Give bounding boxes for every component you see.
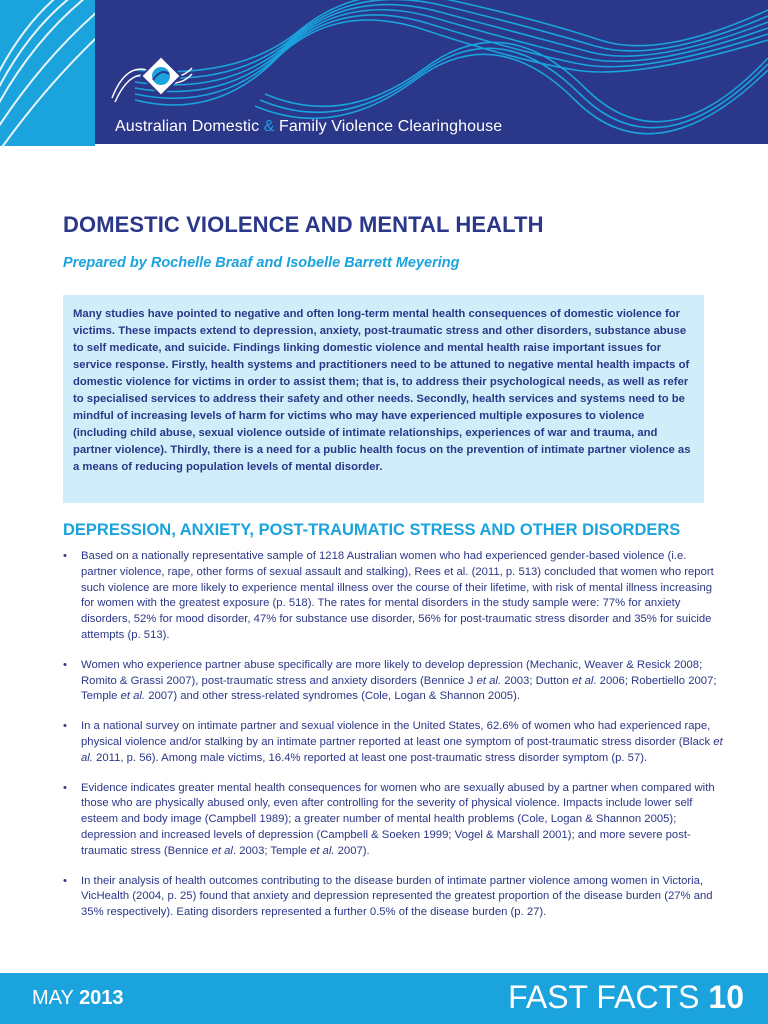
bullet-text: Evidence indicates greater mental health consequences for women who are sexually abused by a partner when compared with those who are physically abused only, even after controlling for the severity of physical violence. Impacts include lower self esteem and body image (Campbell 1989); a greater number of mental health problems (Cole, Logan & Shannon 2005); depression and increased levels of depression (Campbell & Soeken 1999; Vogel & Marshall 2001); and more severe post-traumatic stress (Bennice <box>81 781 715 857</box>
bullet-item <box>63 549 723 644</box>
bullet-list <box>63 549 723 935</box>
bullet-text: In a national survey on intimate partner and sexual violence in the United States, 62.6% of women who had experienced rape, physical violence and/or stalking by an intimate partner reported at least one symptom of post-traumatic stress disorder (Black <box>81 720 714 748</box>
bullet-text: Based on a nationally representative sample of 1218 Australian women who had experienced gender-based violence (i.e. partner violence, rape, other forms of sexual assault and stalking), Rees et al. (2011, p. 513) concluded that women who report such violence are more likely to experience mental illness over the course of their lifetime, with risk of mental illness increasing for women with the greatest exposure (p. 518). The rates for mental disorders in the study sample were: 77% for anxiety disorders, 52% for mood disorder, 47% for substance use disorder, 56% for post-traumatic stress disorder and 35% for suicide attempts (p. 513). <box>81 550 714 641</box>
org-name-suffix: Family Violence Clearinghouse <box>274 118 503 135</box>
italic-citation: et al. <box>81 735 723 764</box>
bullet-marker: • <box>63 720 67 733</box>
italic-citation: et al. <box>310 844 335 857</box>
org-name-ampersand: & <box>263 118 275 135</box>
summary-box <box>63 295 704 503</box>
bullet-marker: • <box>63 874 67 887</box>
bullet-marker: • <box>63 658 67 671</box>
bullet-marker: • <box>63 550 67 562</box>
bullet-text: In their analysis of health outcomes contributing to the disease burden of intimate partner violence among women in Victoria, VicHealth (2004, p. 25) found that anxiety and depression represented the greatest proportion of the disease burden (27% and 35% respectively). Eating disorders represented a further 0.5% of the disease burden (p. 27). <box>81 874 713 919</box>
footer-bar <box>0 973 768 1024</box>
header-banner <box>0 0 768 146</box>
bullet-item <box>63 874 723 921</box>
footer-year: 2013 <box>79 987 124 1009</box>
italic-citation: et al <box>211 844 233 857</box>
footer-month: MAY <box>32 987 80 1009</box>
footer-date <box>32 987 124 1010</box>
bullet-marker: • <box>63 781 67 794</box>
italic-citation: et al. <box>120 690 146 703</box>
authors-line: Prepared by Rochelle Braaf and Isobelle Barrett Meyering <box>63 255 460 271</box>
footer-series-number: 10 <box>708 979 744 1015</box>
bullet-text: . 2003; Temple <box>232 844 310 857</box>
header-left-panel <box>0 0 95 146</box>
bullet-text: 2007). <box>334 844 370 857</box>
page-title: DOMESTIC VIOLENCE AND MENTAL HEALTH <box>63 212 544 237</box>
bullet-item <box>63 781 723 860</box>
clearinghouse-logo-icon <box>107 50 197 110</box>
bullet-text: 2003; Dutton <box>501 674 573 687</box>
bullet-item <box>63 658 723 705</box>
bullet-text: Women who experience partner abuse specifically are more likely to develop depression (Mechanic, Weaver & Resick 2008; Romito & Grassi 2007), post-traumatic stress and anxiety disorders (Bennice J <box>81 658 703 687</box>
bullet-text: 2011, p. 56). Among male victims, 16.4% reported at least one post-traumatic stress disorder symptom (p. 57). <box>92 751 648 764</box>
footer-series-name: FAST FACTS <box>508 979 709 1015</box>
bullet-text: . 2006; Robertiello 2007; Temple <box>81 674 717 703</box>
org-name <box>115 118 502 136</box>
italic-citation: et al. <box>476 674 502 687</box>
italic-citation: et al <box>572 674 594 687</box>
section-heading: DEPRESSION, ANXIETY, POST-TRAUMATIC STRESS AND OTHER DISORDERS <box>63 521 681 539</box>
org-name-prefix: Australian Domestic <box>115 118 264 135</box>
summary-text: Many studies have pointed to negative and often long-term mental health consequences of domestic violence for victims. These impacts extend to depression, anxiety, post-traumatic stress and other disorders, substance abuse to self medicate, and suicide. Findings linking domestic violence and mental health raise important issues for service response. Firstly, health systems and practitioners need to be attuned to negative mental health impacts of domestic violence for victims in order to assist them; that is, to address their psychological needs, as well as refer to specialised services to address their safety and other needs. Secondly, health services and systems need to be mindful of increasing levels of harm for victims who may have experienced multiple exposures to violence (including child abuse, sexual violence outside of intimate relationships, experiences of war and trauma, and partner violence). Thirdly, there is a need for a public health focus on the prevention of intimate partner violence as a means of reducing population levels of mental disorder. <box>73 308 691 473</box>
footer-series <box>508 979 744 1016</box>
bullet-text: 2007) and other stress-related syndromes (Cole, Logan & Shannon 2005). <box>145 690 520 703</box>
bullet-item <box>63 719 723 766</box>
wave-lines-decoration <box>0 0 95 146</box>
